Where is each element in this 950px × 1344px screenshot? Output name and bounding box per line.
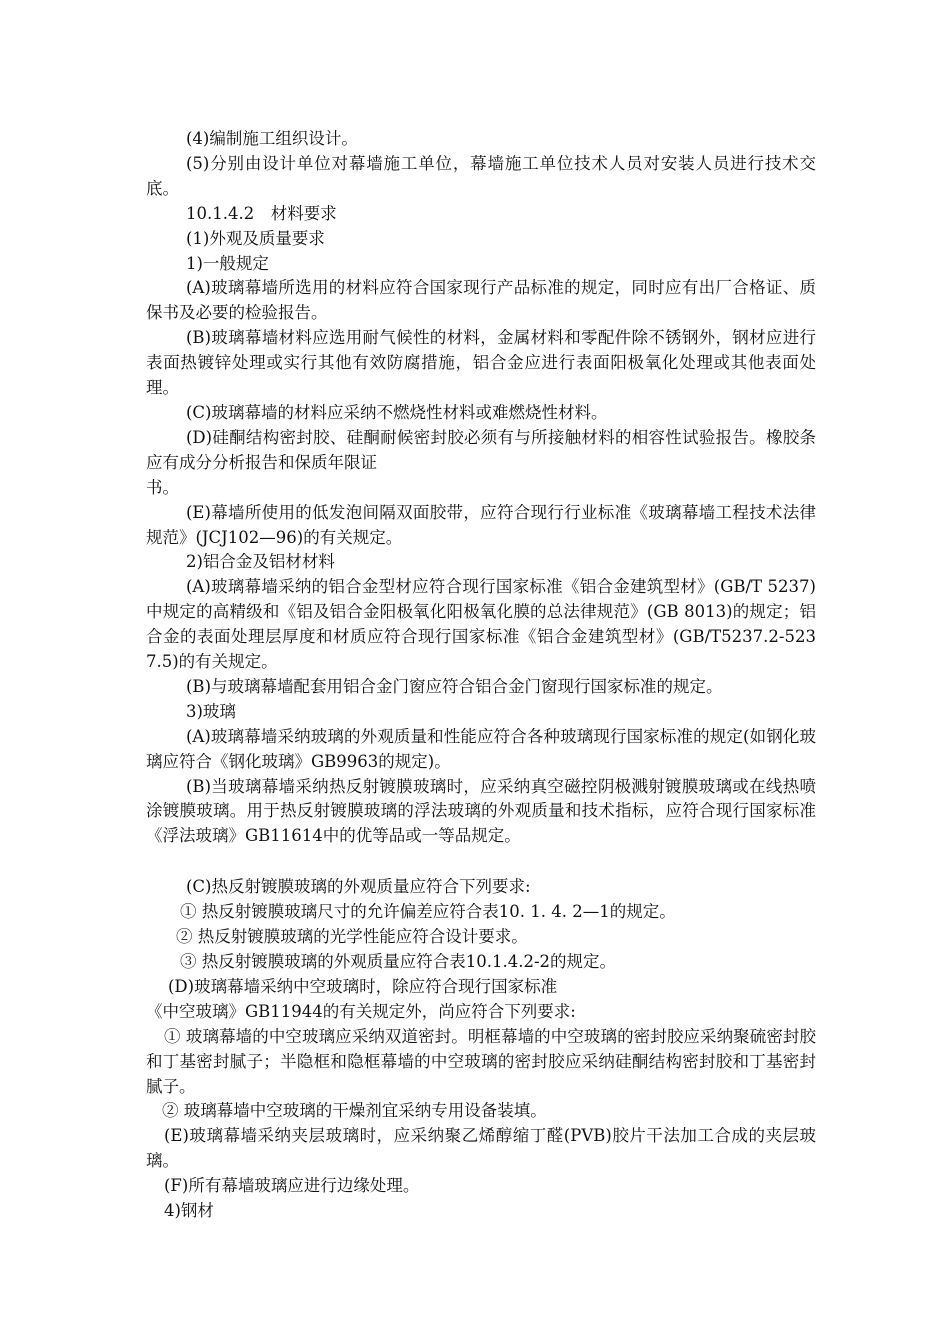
paragraph: (B)玻璃幕墙材料应选用耐气候性的材料，金属材料和零配件除不锈钢外，钢材应进行表面热镀锌处理或实行其他有效防腐措施，铝合金应进行表面阳极氧化处理或其他表面处理。 bbox=[146, 328, 816, 398]
subsection-heading: 4)钢材 bbox=[164, 1201, 214, 1221]
paragraph: 书。 bbox=[146, 477, 179, 497]
list-item: ② 玻璃幕墙中空玻璃的干燥剂宜采纳专用设备装填。 bbox=[162, 1101, 547, 1121]
paragraph: 《中空玻璃》GB11944的有关规定外，尚应符合下列要求: bbox=[146, 1001, 576, 1021]
section-heading: 10.1.4.2 材料要求 bbox=[186, 203, 337, 223]
subsection-heading: 1)一般规定 bbox=[186, 253, 269, 273]
paragraph: (4)编制施工组织设计。 bbox=[186, 129, 358, 148]
paragraph: (C)热反射镀膜玻璃的外观质量应符合下列要求: bbox=[186, 877, 531, 897]
paragraph: (B)与玻璃幕墙配套用铝合金门窗应符合铝合金门窗现行国家标准的规定。 bbox=[186, 676, 723, 696]
paragraph: (D)玻璃幕墙采纳中空玻璃时，除应符合现行国家标准 bbox=[168, 976, 558, 996]
subsection-heading: 3)玻璃 bbox=[186, 701, 236, 721]
subsection-heading: (1)外观及质量要求 bbox=[186, 228, 325, 248]
paragraph: (5)分别由设计单位对幕墙施工单位，幕墙施工单位技术人员对安装人员进行技术交底。 bbox=[146, 153, 816, 198]
list-item: ③ 热反射镀膜玻璃的外观质量应符合表10.1.4.2-2的规定。 bbox=[180, 952, 617, 971]
paragraph: (B)当玻璃幕墙采纳热反射镀膜玻璃时，应采纳真空磁控阴极溅射镀膜玻璃或在线热喷涂镀膜玻璃。用于热反射镀膜玻璃的浮法玻璃的外观质量和技术指标，应符合现行国家标准《浮法玻璃》GB11614中的优等品或一等品规定。 bbox=[146, 776, 816, 846]
list-item: ② 热反射镀膜玻璃的光学性能应符合设计要求。 bbox=[176, 927, 528, 947]
list-item: ① 热反射镀膜玻璃尺寸的允许偏差应符合表10. 1. 4. 2—1的规定。 bbox=[180, 902, 676, 922]
paragraph: (E)玻璃幕墙采纳夹层玻璃时，应采纳聚乙烯醇缩丁醛(PVB)胶片干法加工合成的夹层玻璃。 bbox=[146, 1126, 816, 1171]
paragraph: (D)硅酮结构密封胶、硅酮耐候密封胶必须有与所接触材料的相容性试验报告。橡胶条应有成分分析报告和保质年限证 bbox=[146, 427, 816, 472]
paragraph: (F)所有幕墙玻璃应进行边缘处理。 bbox=[164, 1176, 420, 1196]
list-item: ① 玻璃幕墙的中空玻璃应采纳双道密封。明框幕墙的中空玻璃的密封胶应采纳聚硫密封胶和丁基密封腻子；半隐框和隐框幕墙的中空玻璃的密封胶应采纳硅酮结构密封胶和丁基密封腻子。 bbox=[146, 1026, 816, 1096]
blank-line bbox=[146, 849, 816, 875]
paragraph: (A)玻璃幕墙所选用的材料应符合国家现行产品标准的规定，同时应有出厂合格证、质保书及必要的检验报告。 bbox=[146, 278, 816, 323]
paragraph: (C)玻璃幕墙的材料应采纳不燃烧性材料或难燃烧性材料。 bbox=[186, 402, 608, 422]
document-body bbox=[146, 127, 816, 1224]
subsection-heading: 2)铝合金及铝材材料 bbox=[186, 552, 335, 572]
paragraph: (A)玻璃幕墙采纳的铝合金型材应符合现行国家标准《铝合金建筑型材》(GB/T 5237)中规定的高精级和《铝及铝合金阳极氧化阳极氧化膜的总法律规范》(GB 8013)的规定；铝合金的表面处理层厚度和材质应符合现行国家标准《铝合金建筑型材》(GB/T5237.2-5237.5)的有关规定。 bbox=[146, 577, 816, 672]
paragraph: (E)幕墙所使用的低发泡间隔双面胶带，应符合现行行业标准《玻璃幕墙工程技术法律规范》(JCJ102—96)的有关规定。 bbox=[146, 502, 816, 547]
paragraph: (A)玻璃幕墙采纳玻璃的外观质量和性能应符合各种玻璃现行国家标准的规定(如钢化玻璃应符合《钢化玻璃》GB9963的规定)。 bbox=[146, 726, 816, 771]
